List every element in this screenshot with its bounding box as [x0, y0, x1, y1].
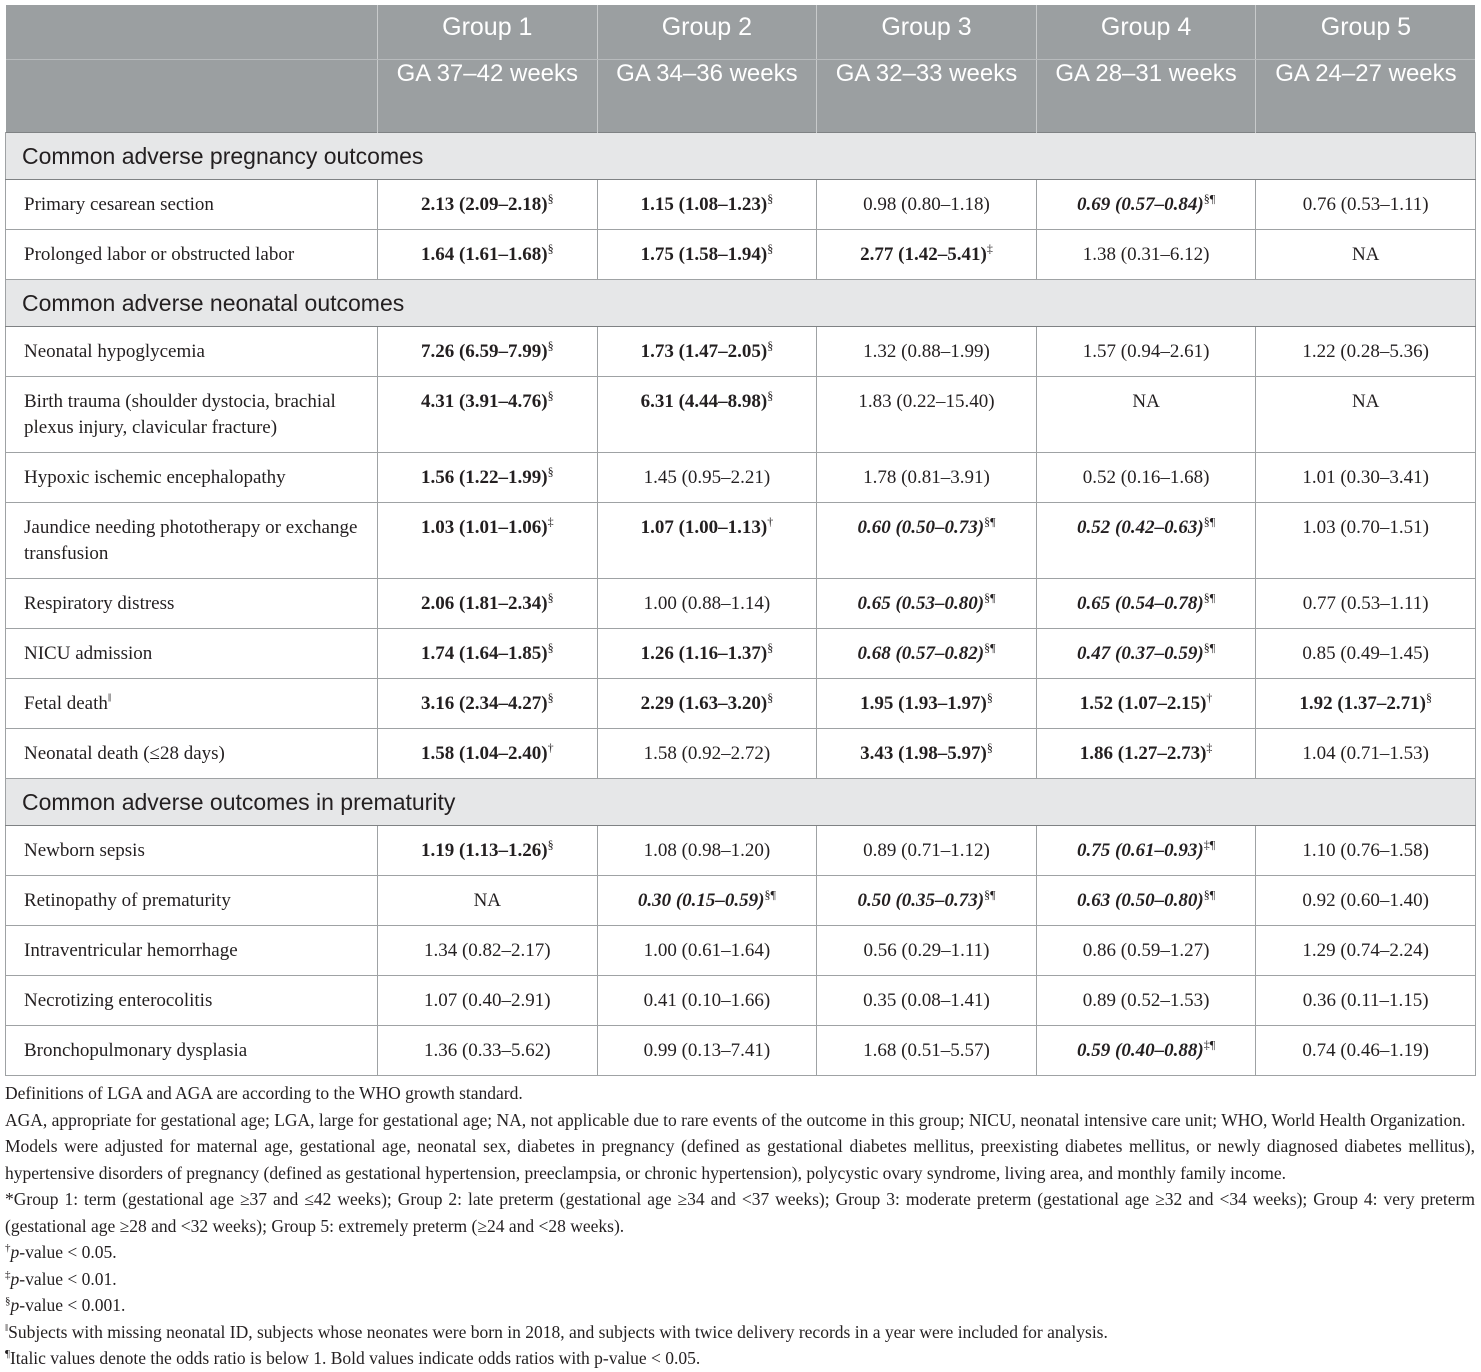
odds-ratio-value: 2.29 (1.63–3.20) — [640, 693, 768, 714]
odds-ratio-cell — [1256, 327, 1476, 377]
pvalue-footnote-italic: p — [10, 1242, 20, 1262]
odds-ratio-cell — [597, 826, 817, 876]
odds-ratio-cell — [1256, 230, 1476, 280]
odds-ratio-value: 1.03 (0.70–1.51) — [1302, 517, 1429, 538]
significance-mark: ‡¶ — [1203, 1037, 1216, 1052]
odds-ratio-value: 0.99 (0.13–7.41) — [643, 1040, 771, 1061]
row-label-cell — [6, 679, 378, 729]
odds-ratio-cell — [597, 876, 817, 926]
significance-mark: § — [547, 191, 554, 206]
odds-ratio-value: NA — [1351, 391, 1380, 412]
significance-mark: §¶ — [984, 887, 996, 902]
odds-ratio-value: 0.86 (0.59–1.27) — [1082, 940, 1210, 961]
odds-ratio-cell — [1036, 629, 1256, 679]
odds-ratio-value: 1.73 (1.47–2.05) — [640, 341, 768, 362]
odds-ratio-value: 1.68 (0.51–5.57) — [863, 1040, 990, 1061]
odds-ratio-cell — [597, 327, 817, 377]
odds-ratio-cell — [1256, 503, 1476, 579]
row-label-cell — [6, 926, 378, 976]
odds-ratio-value: 0.69 (0.57–0.84) — [1077, 194, 1204, 215]
odds-ratio-cell — [597, 180, 817, 230]
row-label: Retinopathy of prematurity — [24, 890, 231, 911]
row-label-cell — [6, 976, 378, 1026]
odds-ratio-cell — [817, 729, 1037, 779]
significance-mark: § — [1426, 690, 1432, 705]
note-missing-text: Subjects with missing neonatal ID, subjects whose neonates were born in 2018, and subjects with twice delivery records in a year were included for analysis. — [8, 1321, 1108, 1342]
odds-ratio-value: 2.77 (1.42–5.41) — [860, 244, 987, 265]
row-label: Prolonged labor or obstructed labor — [24, 244, 295, 265]
row-label-cell — [6, 579, 378, 629]
odds-ratio-value: NA — [1132, 391, 1160, 412]
odds-ratio-value: 1.26 (1.16–1.37) — [640, 643, 768, 664]
odds-ratio-cell — [1256, 579, 1476, 629]
significance-mark: § — [547, 338, 554, 353]
odds-ratio-cell — [597, 1026, 817, 1076]
row-label: Respiratory distress — [24, 593, 175, 614]
odds-ratio-cell — [817, 826, 1037, 876]
odds-ratio-cell — [1036, 926, 1256, 976]
odds-ratio-value: 0.36 (0.11–1.15) — [1302, 990, 1429, 1011]
table-body — [6, 133, 1476, 1076]
table-header — [6, 5, 1476, 133]
odds-ratio-cell — [1036, 327, 1256, 377]
odds-ratio-cell — [817, 1026, 1037, 1076]
odds-ratio-cell — [378, 503, 598, 579]
odds-ratio-value: 0.47 (0.37–0.59) — [1077, 643, 1204, 664]
odds-ratio-cell — [378, 679, 598, 729]
odds-ratio-value: 0.65 (0.54–0.78) — [1077, 593, 1204, 614]
odds-ratio-value: 4.31 (3.91–4.76) — [420, 391, 548, 412]
row-label: Newborn sepsis — [24, 840, 145, 861]
odds-ratio-value: 1.36 (0.33–5.62) — [423, 1040, 551, 1061]
significance-mark: § — [547, 690, 554, 705]
odds-ratio-cell — [817, 876, 1037, 926]
odds-ratio-cell — [1256, 826, 1476, 876]
table-row — [6, 729, 1476, 779]
significance-mark: § — [547, 388, 554, 403]
odds-ratio-value: 0.89 (0.52–1.53) — [1082, 990, 1210, 1011]
odds-ratio-cell — [1036, 579, 1256, 629]
significance-mark: § — [767, 640, 774, 655]
row-label-cell — [6, 876, 378, 926]
odds-ratio-value: 1.00 (0.61–1.64) — [643, 940, 771, 961]
odds-ratio-cell — [597, 453, 817, 503]
odds-ratio-cell — [378, 926, 598, 976]
odds-ratio-cell — [1256, 679, 1476, 729]
odds-ratio-cell — [1036, 230, 1256, 280]
odds-ratio-cell — [1036, 1026, 1256, 1076]
odds-ratio-value: 0.85 (0.49–1.45) — [1302, 643, 1429, 664]
odds-ratio-value: 1.86 (1.27–2.73) — [1079, 743, 1207, 764]
significance-mark: ‡ — [986, 241, 993, 256]
odds-ratio-cell — [1036, 453, 1256, 503]
table-row — [6, 876, 1476, 926]
row-label-cell — [6, 826, 378, 876]
row-label: NICU admission — [24, 643, 153, 664]
row-label: Neonatal hypoglycemia — [24, 341, 205, 362]
odds-ratio-value: 1.45 (0.95–2.21) — [643, 467, 771, 488]
odds-ratio-value: 0.63 (0.50–0.80) — [1077, 890, 1204, 911]
odds-ratio-value: 0.52 (0.16–1.68) — [1082, 467, 1210, 488]
odds-ratio-cell — [817, 503, 1037, 579]
pvalue-footnote-mark: § — [5, 1295, 11, 1308]
significance-mark: §¶ — [984, 640, 996, 655]
significance-mark: † — [1206, 690, 1213, 705]
table-row — [6, 180, 1476, 230]
odds-ratio-value: 6.31 (4.44–8.98) — [640, 391, 768, 412]
odds-ratio-value: 1.03 (1.01–1.06) — [420, 517, 548, 538]
odds-ratio-cell — [1256, 1026, 1476, 1076]
odds-ratio-value: 1.57 (0.94–2.61) — [1082, 341, 1210, 362]
table-row — [6, 1026, 1476, 1076]
odds-ratio-cell — [1256, 453, 1476, 503]
table-row — [6, 377, 1476, 453]
note-missing-mark: ‖ — [5, 1321, 9, 1334]
odds-ratio-cell — [378, 826, 598, 876]
odds-ratio-cell — [597, 926, 817, 976]
significance-mark: §¶ — [1203, 514, 1216, 529]
odds-ratio-value: 1.10 (0.76–1.58) — [1302, 840, 1429, 861]
row-label: Hypoxic ischemic encephalopathy — [24, 467, 286, 488]
significance-mark: § — [767, 241, 774, 256]
row-label-cell — [6, 180, 378, 230]
header-blank-cell — [6, 60, 378, 133]
odds-ratio-cell — [378, 729, 598, 779]
row-label-cell — [6, 453, 378, 503]
header-group-ga: GA 32–33 weeks — [817, 60, 1037, 133]
odds-ratio-value: 1.64 (1.61–1.68) — [420, 244, 548, 265]
odds-ratio-value: 1.32 (0.88–1.99) — [863, 341, 990, 362]
table-row — [6, 230, 1476, 280]
odds-ratio-value: 1.56 (1.22–1.99) — [420, 467, 548, 488]
odds-ratio-value: 2.13 (2.09–2.18) — [420, 194, 548, 215]
pvalue-footnote — [5, 1239, 1475, 1266]
pvalue-footnote-text: -value < 0.05. — [19, 1242, 117, 1262]
odds-ratio-value: 3.16 (2.34–4.27) — [420, 693, 548, 714]
significance-mark: † — [547, 740, 554, 755]
significance-mark: §¶ — [1203, 887, 1216, 902]
section-title: Common adverse outcomes in prematurity — [6, 779, 1476, 826]
odds-ratio-value: 0.56 (0.29–1.11) — [863, 940, 990, 961]
section-header-row — [6, 779, 1476, 826]
significance-mark: § — [986, 740, 993, 755]
odds-ratio-cell — [817, 679, 1037, 729]
odds-ratio-value: 1.52 (1.07–2.15) — [1079, 693, 1207, 714]
row-label: Neonatal death (≤28 days) — [24, 743, 225, 764]
row-label: Jaundice needing phototherapy or exchange transfusion — [24, 517, 358, 564]
odds-ratio-cell — [597, 729, 817, 779]
odds-ratio-cell — [817, 579, 1037, 629]
row-label-cell — [6, 377, 378, 453]
odds-ratio-cell — [1036, 503, 1256, 579]
odds-ratio-value: 1.34 (0.82–2.17) — [423, 940, 551, 961]
odds-ratio-value: 1.19 (1.13–1.26) — [420, 840, 548, 861]
odds-ratio-value: 0.59 (0.40–0.88) — [1077, 1040, 1204, 1061]
odds-ratio-value: 0.77 (0.53–1.11) — [1302, 593, 1429, 614]
header-group-ga: GA 24–27 weeks — [1256, 60, 1476, 133]
row-label-cell — [6, 230, 378, 280]
note-abbreviations: AGA, appropriate for gestational age; LGA, large for gestational age; NA, not applicable due to rare events of the outcome in this group; NICU, neonatal intensive care unit; WHO, World Health Organization. — [5, 1109, 1466, 1130]
odds-ratio-value: 3.43 (1.98–5.97) — [860, 743, 987, 764]
odds-ratio-value: 1.22 (0.28–5.36) — [1302, 341, 1429, 362]
odds-ratio-table — [5, 5, 1476, 1076]
pvalue-footnote-mark: ‡ — [5, 1268, 11, 1281]
significance-mark: § — [547, 464, 554, 479]
odds-ratio-cell — [1036, 729, 1256, 779]
odds-ratio-value: 0.75 (0.61–0.93) — [1077, 840, 1204, 861]
odds-ratio-cell — [378, 327, 598, 377]
odds-ratio-value: 0.30 (0.15–0.59) — [637, 890, 765, 911]
odds-ratio-value: 0.35 (0.08–1.41) — [863, 990, 990, 1011]
odds-ratio-cell — [1256, 976, 1476, 1026]
header-group-ga: GA 34–36 weeks — [597, 60, 817, 133]
odds-ratio-cell — [817, 230, 1037, 280]
odds-ratio-cell — [1256, 926, 1476, 976]
odds-ratio-cell — [1036, 826, 1256, 876]
odds-ratio-cell — [597, 230, 817, 280]
pvalue-footnote — [5, 1292, 1475, 1319]
section-header-row — [6, 280, 1476, 327]
significance-mark: § — [547, 640, 554, 655]
table-row — [6, 453, 1476, 503]
odds-ratio-value: 1.83 (0.22–15.40) — [858, 391, 995, 412]
odds-ratio-value: 0.60 (0.50–0.73) — [857, 517, 985, 538]
note-italic-mark: ¶ — [5, 1348, 10, 1361]
row-label-cell — [6, 729, 378, 779]
odds-ratio-value: 1.15 (1.08–1.23) — [640, 194, 768, 215]
odds-ratio-cell — [378, 453, 598, 503]
significance-mark: ‡ — [1206, 740, 1213, 755]
odds-ratio-cell — [1036, 180, 1256, 230]
odds-ratio-cell — [817, 976, 1037, 1026]
odds-ratio-value: 1.07 (1.00–1.13) — [640, 517, 768, 538]
header-group-name: Group 5 — [1256, 5, 1476, 60]
row-label-cell — [6, 503, 378, 579]
odds-ratio-value: 1.08 (0.98–1.20) — [643, 840, 771, 861]
pvalue-footnote — [5, 1266, 1475, 1293]
section-title: Common adverse pregnancy outcomes — [6, 133, 1476, 180]
odds-ratio-value: 0.98 (0.80–1.18) — [863, 194, 990, 215]
odds-ratio-value: 1.07 (0.40–2.91) — [423, 990, 551, 1011]
significance-mark: §¶ — [1203, 590, 1216, 605]
significance-mark: § — [547, 590, 554, 605]
odds-ratio-value: 2.06 (1.81–2.34) — [420, 593, 548, 614]
odds-ratio-value: 7.26 (6.59–7.99) — [420, 341, 548, 362]
odds-ratio-value: 0.52 (0.42–0.63) — [1077, 517, 1204, 538]
odds-ratio-cell — [1036, 876, 1256, 926]
pvalue-footnote-text: -value < 0.001. — [19, 1295, 126, 1315]
odds-ratio-cell — [597, 579, 817, 629]
significance-mark: † — [767, 514, 774, 529]
row-label: Primary cesarean section — [24, 194, 214, 215]
pvalue-footnote-text: -value < 0.01. — [19, 1268, 117, 1289]
odds-ratio-value: 1.00 (0.88–1.14) — [643, 593, 771, 614]
odds-ratio-value: 0.74 (0.46–1.19) — [1302, 1040, 1429, 1061]
odds-ratio-cell — [1036, 679, 1256, 729]
row-label-footnote-mark: ‖ — [107, 690, 112, 705]
table-footnotes — [5, 1080, 1475, 1372]
table-row — [6, 629, 1476, 679]
pvalue-footnote-italic: p — [10, 1268, 20, 1289]
odds-ratio-value: 1.58 (0.92–2.72) — [643, 743, 771, 764]
odds-ratio-value: 1.01 (0.30–3.41) — [1302, 467, 1429, 488]
row-label: Bronchopulmonary dysplasia — [24, 1040, 248, 1061]
significance-mark: § — [767, 338, 774, 353]
significance-mark: ‡¶ — [1203, 837, 1216, 852]
odds-ratio-value: 1.92 (1.37–2.71) — [1299, 693, 1426, 714]
significance-mark: § — [767, 388, 774, 403]
pvalue-footnote-italic: p — [10, 1295, 20, 1315]
significance-mark: ‡ — [547, 514, 554, 529]
odds-ratio-value: NA — [473, 890, 502, 911]
odds-ratio-value: 1.29 (0.74–2.24) — [1302, 940, 1429, 961]
odds-ratio-value: 1.04 (0.71–1.53) — [1302, 743, 1429, 764]
table-row — [6, 327, 1476, 377]
header-group-name: Group 4 — [1036, 5, 1256, 60]
odds-ratio-cell — [817, 453, 1037, 503]
odds-ratio-value: 0.92 (0.60–1.40) — [1302, 890, 1429, 911]
note-italic-text: Italic values denote the odds ratio is below 1. Bold values indicate odds ratios with p-value < 0.05. — [9, 1348, 701, 1368]
odds-ratio-cell — [378, 629, 598, 679]
table-row — [6, 679, 1476, 729]
row-label-cell — [6, 629, 378, 679]
odds-ratio-value: 1.74 (1.64–1.85) — [420, 643, 548, 664]
table-row — [6, 976, 1476, 1026]
significance-mark: §¶ — [984, 590, 996, 605]
significance-mark: § — [767, 690, 774, 705]
header-group-ga: GA 37–42 weeks — [378, 60, 598, 133]
document-page — [5, 5, 1475, 1372]
odds-ratio-cell — [817, 926, 1037, 976]
header-group-name: Group 3 — [817, 5, 1037, 60]
section-header-row — [6, 133, 1476, 180]
table-row — [6, 926, 1476, 976]
odds-ratio-value: 0.89 (0.71–1.12) — [863, 840, 990, 861]
section-title: Common adverse neonatal outcomes — [6, 280, 1476, 327]
odds-ratio-value: 0.76 (0.53–1.11) — [1302, 194, 1429, 215]
odds-ratio-cell — [597, 377, 817, 453]
header-group-ga: GA 28–31 weeks — [1036, 60, 1256, 133]
row-label-cell — [6, 1026, 378, 1076]
row-label-cell — [6, 327, 378, 377]
odds-ratio-cell — [597, 976, 817, 1026]
odds-ratio-cell — [378, 579, 598, 629]
row-label: Fetal death — [24, 693, 108, 714]
odds-ratio-value: 1.58 (1.04–2.40) — [420, 743, 548, 764]
odds-ratio-value: 1.75 (1.58–1.94) — [640, 244, 768, 265]
row-label: Birth trauma (shoulder dystocia, brachial plexus injury, clavicular fracture) — [24, 391, 336, 438]
note-models: Models were adjusted for maternal age, gestational age, neonatal sex, diabetes in pregnancy (defined as gestational diabetes mellitus, preexisting diabetes mellitus, or newly diagnosed diabetes mellitus), hypertensive disorders of pregnancy (defined as gestational hypertension, preeclampsia, or chronic hypertension), polycystic ovary syndrome, living area, and monthly family income. — [5, 1136, 1475, 1183]
table-row — [6, 579, 1476, 629]
row-label: Necrotizing enterocolitis — [24, 990, 213, 1011]
odds-ratio-cell — [597, 503, 817, 579]
odds-ratio-value: 0.68 (0.57–0.82) — [857, 643, 985, 664]
odds-ratio-cell — [597, 629, 817, 679]
odds-ratio-cell — [1256, 876, 1476, 926]
note-definitions: Definitions of LGA and AGA are according to the WHO growth standard. — [5, 1083, 523, 1103]
odds-ratio-cell — [1256, 729, 1476, 779]
odds-ratio-cell — [817, 377, 1037, 453]
odds-ratio-cell — [378, 230, 598, 280]
odds-ratio-value: 0.41 (0.10–1.66) — [643, 990, 771, 1011]
odds-ratio-cell — [1036, 976, 1256, 1026]
odds-ratio-cell — [378, 377, 598, 453]
odds-ratio-cell — [378, 876, 598, 926]
row-label: Intraventricular hemorrhage — [24, 940, 238, 961]
odds-ratio-cell — [1256, 629, 1476, 679]
odds-ratio-cell — [597, 679, 817, 729]
significance-mark: §¶ — [984, 514, 996, 529]
header-group-name: Group 1 — [378, 5, 598, 60]
header-group-name: Group 2 — [597, 5, 817, 60]
table-row — [6, 826, 1476, 876]
odds-ratio-value: 0.65 (0.53–0.80) — [857, 593, 985, 614]
odds-ratio-value: 0.50 (0.35–0.73) — [857, 890, 985, 911]
odds-ratio-cell — [378, 180, 598, 230]
significance-mark: § — [547, 837, 554, 852]
significance-mark: §¶ — [1203, 191, 1216, 206]
odds-ratio-cell — [1256, 377, 1476, 453]
note-italic — [5, 1345, 1475, 1372]
table-row — [6, 503, 1476, 579]
odds-ratio-value: 1.78 (0.81–3.91) — [863, 467, 990, 488]
note-groups: *Group 1: term (gestational age ≥37 and ≤42 weeks); Group 2: late preterm (gestational age ≥34 and <37 weeks); Group 3: moderate preterm (gestational age ≥32 and <34 weeks); Group 4: very preterm (gestational age ≥28 and <32 weeks); Group 5: extremely preterm (≥24 and <28 weeks). — [5, 1189, 1475, 1236]
odds-ratio-cell — [378, 1026, 598, 1076]
significance-mark: § — [767, 191, 774, 206]
odds-ratio-value: 1.95 (1.93–1.97) — [860, 693, 987, 714]
odds-ratio-cell — [378, 976, 598, 1026]
odds-ratio-value: 1.38 (0.31–6.12) — [1082, 244, 1210, 265]
odds-ratio-cell — [817, 327, 1037, 377]
significance-mark: § — [547, 241, 554, 256]
pvalue-footnotes — [5, 1239, 1475, 1319]
odds-ratio-cell — [1256, 180, 1476, 230]
pvalue-footnote-mark: † — [5, 1242, 11, 1255]
significance-mark: §¶ — [764, 887, 776, 902]
note-missing — [5, 1319, 1475, 1346]
odds-ratio-value: NA — [1351, 244, 1380, 265]
significance-mark: §¶ — [1203, 640, 1216, 655]
odds-ratio-cell — [817, 629, 1037, 679]
odds-ratio-cell — [817, 180, 1037, 230]
odds-ratio-cell — [1036, 377, 1256, 453]
header-blank-cell — [6, 5, 378, 60]
significance-mark: § — [986, 690, 993, 705]
